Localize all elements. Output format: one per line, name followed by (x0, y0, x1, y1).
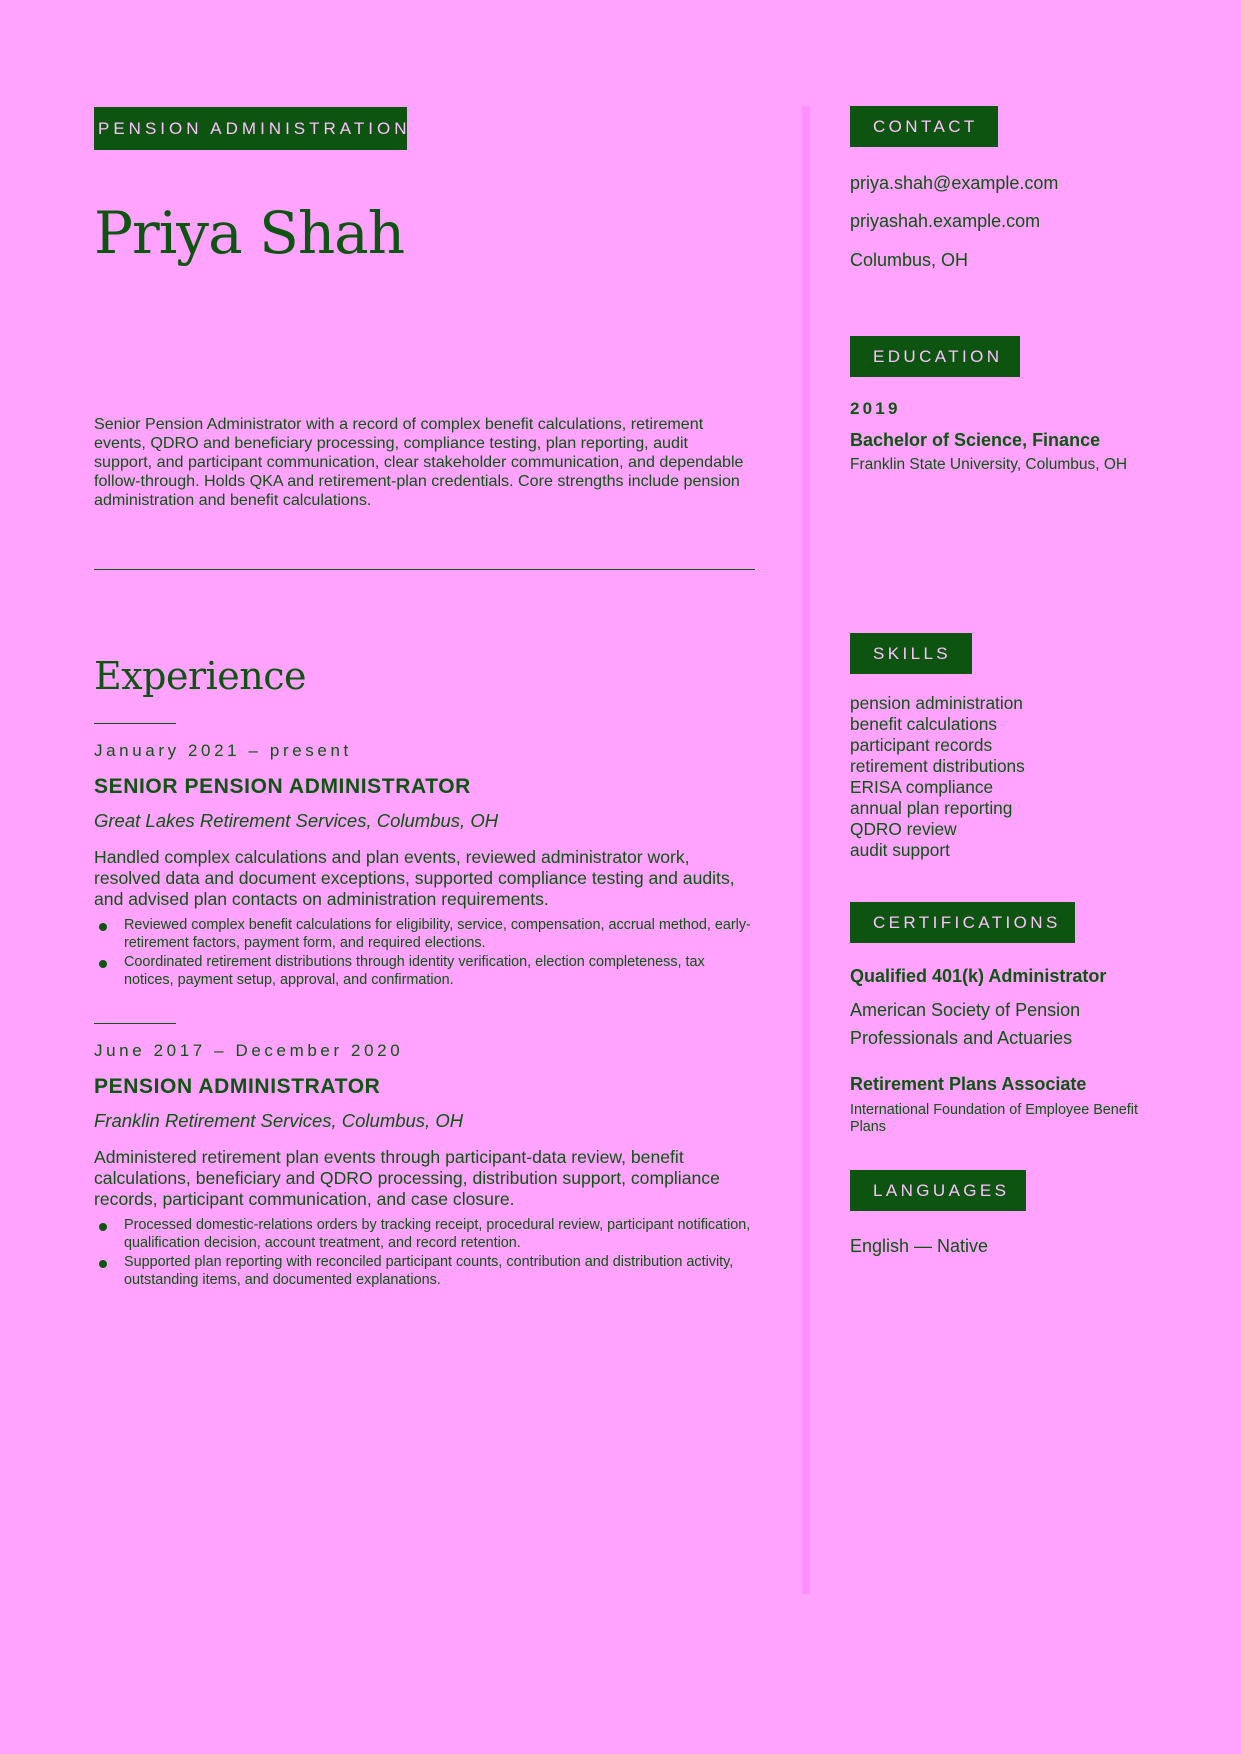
bullet-icon (99, 1260, 107, 1268)
language-item: English — Native (850, 1236, 989, 1256)
job-bullets (94, 1217, 754, 1291)
experience-heading: Experience (94, 654, 307, 698)
skill-item: ERISA compliance (850, 777, 994, 797)
skill-item: participant records (850, 735, 993, 755)
skill-item: annual plan reporting (850, 798, 1013, 818)
job-bullet (94, 1254, 754, 1289)
column-divider (802, 106, 810, 1594)
certification-name: Retirement Plans Associate (850, 1074, 1087, 1094)
job-description: Administered retirement plan events through participant-data review, benefit calculations, beneficiary and QDRO processing, distribution support, compliance records, participant communication, and case closure. (94, 1147, 720, 1209)
contact-location: Columbus, OH (850, 250, 969, 270)
skill-item: benefit calculations (850, 714, 997, 734)
job-bullet (94, 1217, 754, 1252)
skill-item: retirement distributions (850, 756, 1025, 776)
certifications-label: CERTIFICATIONS (850, 902, 1075, 943)
job-bullet-text: Reviewed complex benefit calculations for eligibility, service, compensation, accrual method, early-retirement factors, payment form, and required elections. (124, 917, 751, 951)
bullet-icon (99, 923, 107, 931)
job-dates: June 2017 – December 2020 (94, 1041, 404, 1060)
bullet-icon (99, 960, 107, 968)
job-bullet (94, 954, 754, 989)
certification-org: International Foundation of Employee Benefit Plans (850, 1102, 1139, 1135)
job-bullet-text: Processed domestic-relations orders by tracking receipt, procedural review, participant notification, qualification decision, account treatment, and record retention. (124, 1217, 751, 1251)
summary-divider (94, 569, 755, 570)
skill-item: pension administration (850, 693, 1023, 713)
contact-website[interactable]: priyashah.example.com (850, 211, 1041, 231)
job-bullets (94, 917, 754, 991)
job-bullet-text: Supported plan reporting with reconciled participant counts, contribution and distribution activity, outstanding items, and documented explanations. (124, 1254, 734, 1288)
education-school: Franklin State University, Columbus, OH (850, 456, 1128, 473)
job-dates: January 2021 – present (94, 741, 352, 760)
skills-label: SKILLS (850, 633, 972, 674)
education-label: EDUCATION (850, 336, 1020, 377)
job-title: SENIOR PENSION ADMINISTRATOR (94, 775, 471, 798)
job-description: Handled complex calculations and plan events, reviewed administrator work, resolved data and document exceptions, supported compliance testing and audits, and advised plan contacts on administration requirements. (94, 847, 735, 909)
job-company: Great Lakes Retirement Services, Columbus, OH (94, 810, 499, 831)
education-year: 2019 (850, 399, 901, 418)
candidate-name: Priya Shah (94, 199, 405, 267)
headline-tag: PENSION ADMINISTRATION (94, 107, 407, 150)
education-degree: Bachelor of Science, Finance (850, 430, 1101, 450)
certification-name: Qualified 401(k) Administrator (850, 966, 1107, 986)
skill-item: audit support (850, 840, 950, 860)
job-title: PENSION ADMINISTRATOR (94, 1075, 381, 1098)
job-bullet (94, 917, 754, 952)
certification-org: American Society of Pension Professionals and Actuaries (850, 1000, 1081, 1048)
job-company: Franklin Retirement Services, Columbus, OH (94, 1110, 464, 1131)
bullet-icon (99, 1223, 107, 1231)
languages-label: LANGUAGES (850, 1170, 1026, 1211)
job-divider (94, 1023, 176, 1024)
profile-summary: Senior Pension Administrator with a record of complex benefit calculations, retirement events, QDRO and beneficiary processing, compliance testing, plan reporting, audit support, and participant communication, clear stakeholder communication, and dependable follow-through. Holds QKA and retirement-plan credentials. Core strengths include pension administration and benefit calculations. (94, 415, 744, 509)
job-divider (94, 723, 176, 724)
job-bullet-text: Coordinated retirement distributions through identity verification, election completeness, tax notices, payment setup, approval, and confirmation. (124, 954, 705, 988)
contact-email[interactable]: priya.shah@example.com (850, 173, 1059, 193)
skill-item: QDRO review (850, 819, 957, 839)
skills-list (850, 693, 1025, 861)
contact-label: CONTACT (850, 106, 998, 147)
